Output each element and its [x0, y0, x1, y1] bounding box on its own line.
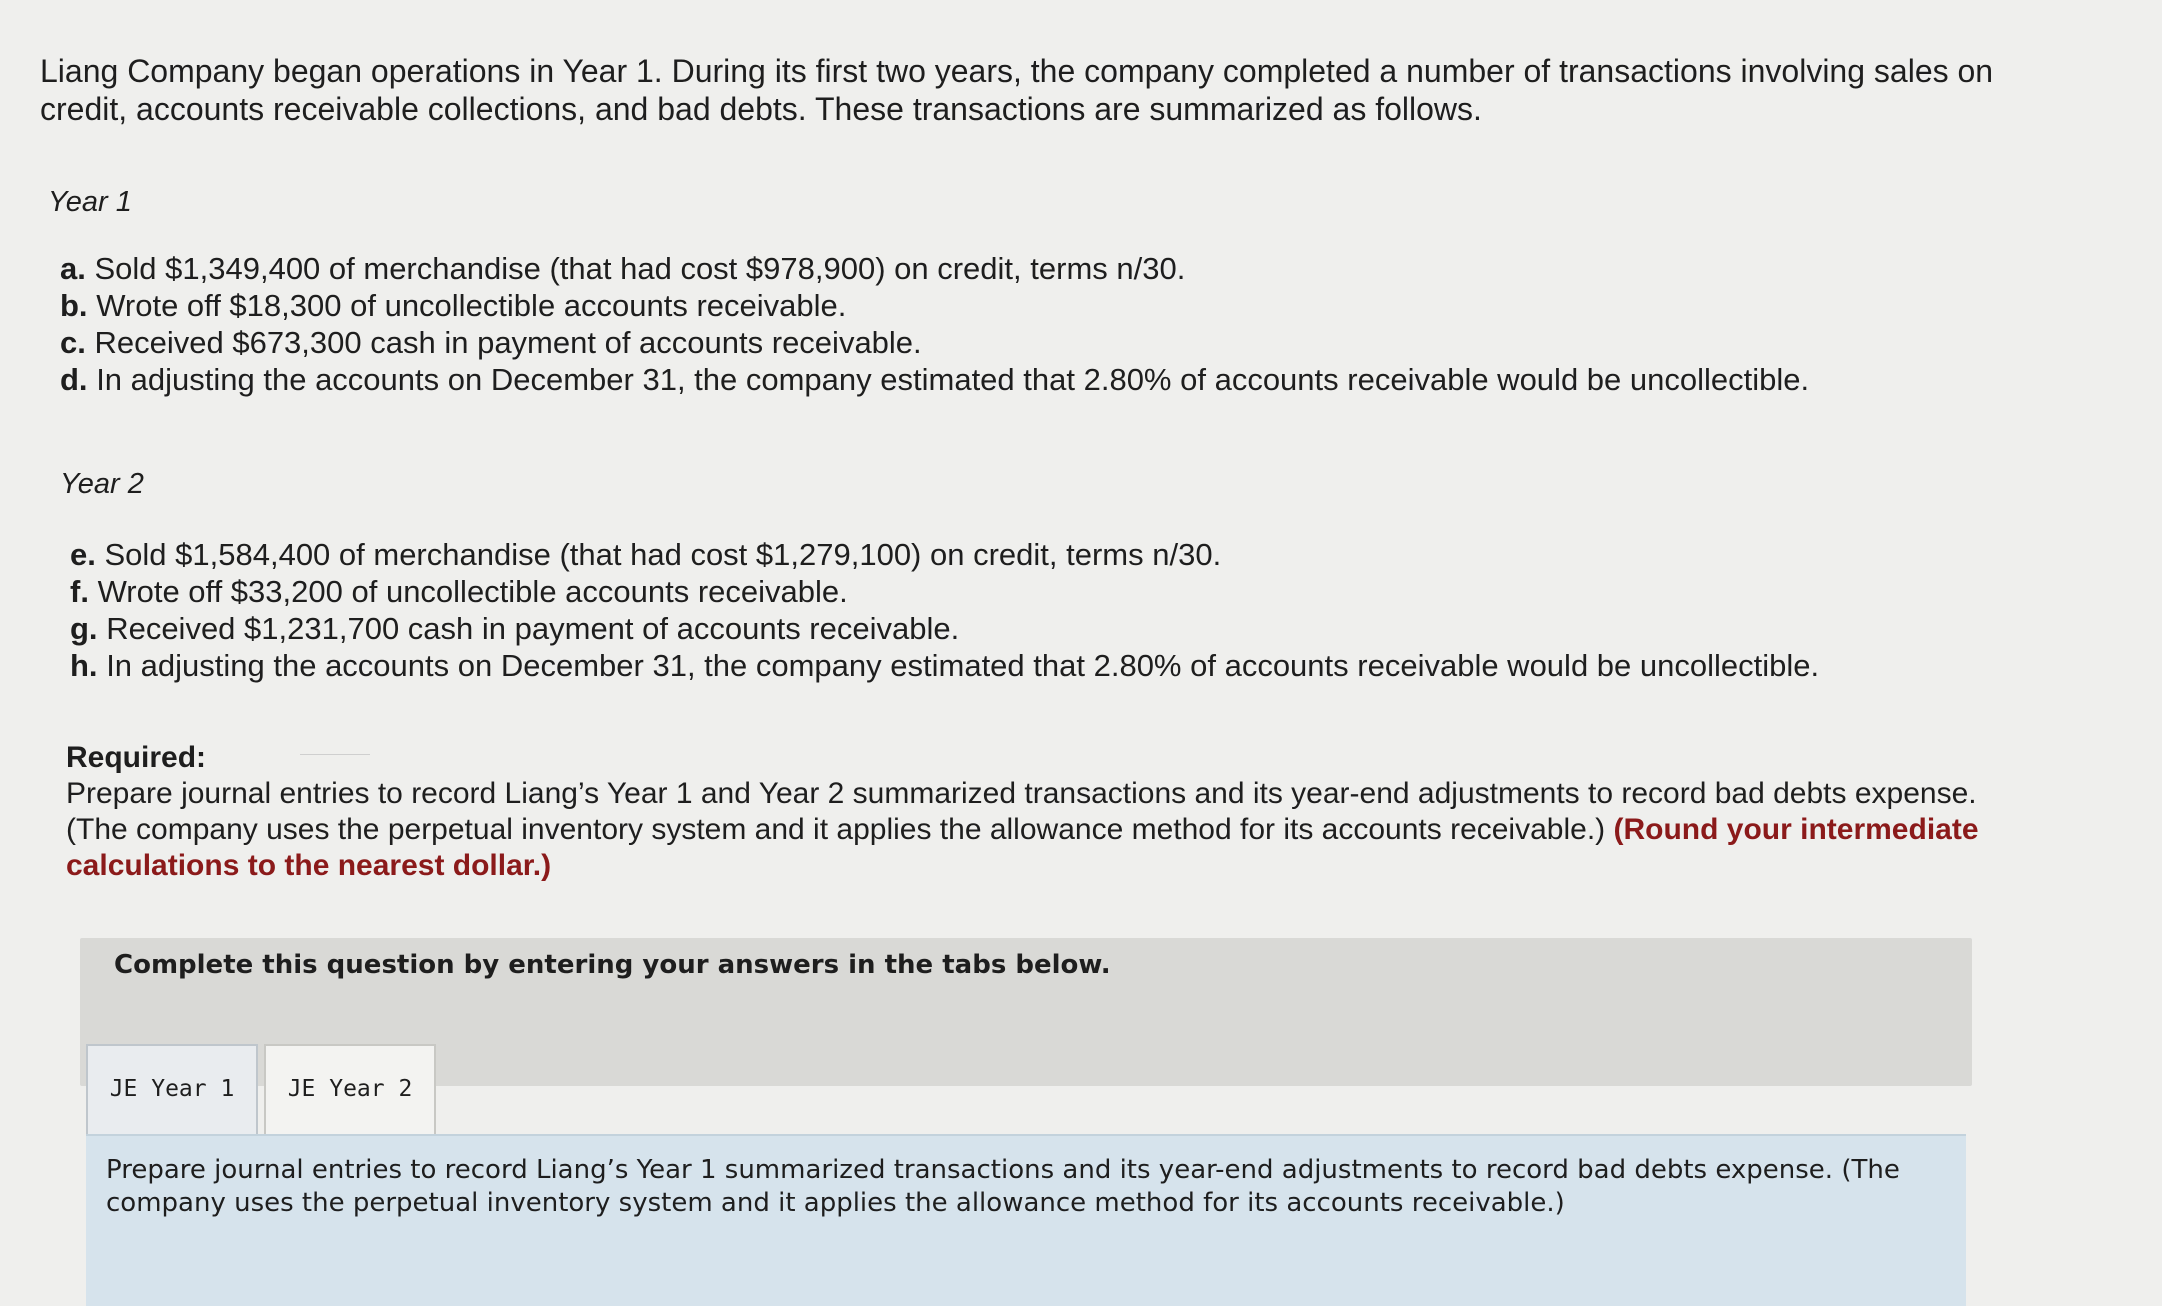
required-label: Required: [66, 741, 207, 774]
transaction-item: c. Received $673,300 cash in payment of accounts receivable. [60, 325, 922, 360]
tab-instructions: Prepare journal entries to record Liang’s Year 1 summarized transactions and its year-end adjustments to record bad debts expense. (The company uses the perpetual inventory system and it applies the allowance method for its accounts receivable.) [106, 1155, 1900, 1218]
tab-je-year-1[interactable]: JE Year 1 [86, 1044, 258, 1136]
transaction-item: h. In adjusting the accounts on December 31, the company estimated that 2.80% of accounts receivable would be uncollectible. [70, 648, 1820, 683]
panel-title: Complete this question by entering your answers in the tabs below. [114, 950, 1111, 980]
transaction-item: g. Received $1,231,700 cash in payment of accounts receivable. [70, 611, 960, 646]
transaction-item: e. Sold $1,584,400 of merchandise (that had cost $1,279,100) on credit, terms n/30. [70, 537, 1222, 572]
transaction-item: a. Sold $1,349,400 of merchandise (that had cost $978,900) on credit, terms n/30. [60, 251, 1186, 286]
year1-transaction-list [60, 250, 1809, 398]
intro-paragraph: Liang Company began operations in Year 1. During its first two years, the company completed a number of transactions involving sales on credit, accounts receivable collections, and bad debts. These transactions are summarized as follows. [40, 53, 1994, 127]
answer-tabs [86, 1044, 436, 1136]
required-section [66, 740, 2006, 884]
transaction-item: f. Wrote off $33,200 of uncollectible accounts receivable. [70, 574, 848, 609]
year1-heading: Year 1 [48, 186, 132, 218]
transaction-item: b. Wrote off $18,300 of uncollectible accounts receivable. [60, 288, 847, 323]
year2-transaction-list [70, 536, 1819, 684]
tab-je-year-2[interactable]: JE Year 2 [264, 1044, 436, 1136]
tab-content [86, 1134, 1966, 1306]
transaction-item: d. In adjusting the accounts on December 31, the company estimated that 2.80% of accounts receivable would be uncollectible. [60, 362, 1810, 397]
rounding-instruction: (Round your intermediate calculations to the nearest dollar.) [66, 813, 1979, 882]
year2-heading: Year 2 [60, 468, 144, 500]
required-text: Prepare journal entries to record Liang’s Year 1 and Year 2 summarized transactions and its year-end adjustments to record bad debts expense. (The company uses the perpetual inventory system and it applies the allowance method for its accounts receivable.) [66, 777, 1977, 846]
